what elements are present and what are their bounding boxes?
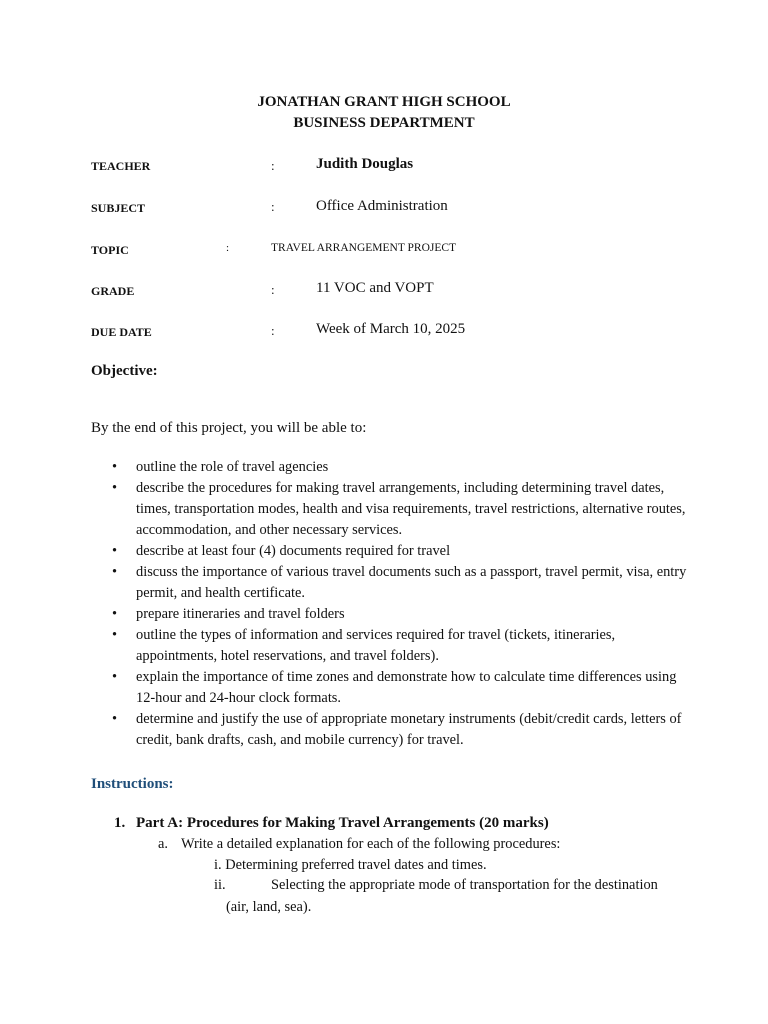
objective-list bbox=[112, 457, 692, 751]
bullet-icon: • bbox=[112, 711, 118, 727]
list-item: • outline the types of information and services required for travel (tickets, itineraries, appointments, hotel reservations, and travel folders). bbox=[112, 627, 616, 664]
due-date-colon: : bbox=[271, 323, 275, 338]
topic-value: TRAVEL ARRANGEMENT PROJECT bbox=[271, 242, 457, 254]
subitem-letter: a. bbox=[158, 836, 168, 852]
bullet-icon: • bbox=[112, 669, 118, 685]
part-a-number: 1. bbox=[114, 815, 126, 831]
list-item: • prepare itineraries and travel folders bbox=[112, 604, 692, 625]
subject-label: SUBJECT bbox=[91, 201, 146, 215]
teacher-colon: : bbox=[271, 158, 275, 173]
bullet-icon: • bbox=[112, 564, 118, 580]
list-item: • outline the role of travel agencies bbox=[112, 457, 692, 478]
department-name: BUSINESS DEPARTMENT bbox=[293, 115, 475, 131]
list-item: • describe at least four (4) documents required for travel bbox=[112, 541, 692, 562]
objective-heading: Objective: bbox=[91, 363, 158, 379]
bullet-icon: • bbox=[112, 480, 118, 496]
list-item: • explain the importance of time zones and demonstrate how to calculate time differences using 12-hour and 24-hour clock formats. bbox=[112, 669, 677, 706]
numeral-ii: ii. bbox=[214, 877, 226, 893]
numeral-i: i. bbox=[214, 857, 222, 873]
subject-colon: : bbox=[271, 199, 275, 214]
list-item: • discuss the importance of various travel documents such as a passport, travel permit, visa, entry permit, and health certificate. bbox=[112, 564, 687, 601]
list-item: • describe the procedures for making travel arrangements, including determining travel dates, times, transportation modes, health and visa requirements, travel restrictions, alternative routes, accommodation, and other necessary services. bbox=[112, 480, 686, 538]
due-date-label: DUE DATE bbox=[91, 325, 152, 339]
school-name: JONATHAN GRANT HIGH SCHOOL bbox=[257, 94, 511, 110]
list-item: • determine and justify the use of appropriate monetary instruments (debit/credit cards, letters of credit, bank drafts, cash, and mobile currency) for travel. bbox=[112, 711, 682, 748]
objective-intro: By the end of this project, you will be able to: bbox=[91, 420, 367, 436]
teacher-value: Judith Douglas bbox=[316, 156, 414, 172]
instructions-heading: Instructions: bbox=[91, 776, 174, 792]
subject-value: Office Administration bbox=[316, 198, 448, 214]
teacher-label: TEACHER bbox=[91, 159, 151, 173]
procedure-item-i: i. Determining preferred travel dates and times. bbox=[214, 857, 487, 873]
grade-label: GRADE bbox=[91, 284, 135, 298]
procedure-item-ii-continuation: (air, land, sea). bbox=[226, 899, 312, 915]
procedure-item-ii: ii. Selecting the appropriate mode of transportation for the destination bbox=[214, 877, 658, 893]
bullet-icon: • bbox=[112, 459, 118, 475]
grade-colon: : bbox=[271, 282, 275, 297]
topic-label: TOPIC bbox=[91, 243, 129, 257]
bullet-icon: • bbox=[112, 627, 118, 643]
topic-colon: : bbox=[226, 242, 230, 254]
part-a-title: 1. Part A: Procedures for Making Travel Arrangements (20 marks) bbox=[114, 815, 549, 831]
bullet-icon: • bbox=[112, 606, 118, 622]
grade-value: 11 VOC and VOPT bbox=[316, 280, 434, 296]
bullet-icon: • bbox=[112, 543, 118, 559]
part-a-subitem: a. Write a detailed explanation for each of the following procedures: bbox=[158, 836, 561, 852]
due-date-value: Week of March 10, 2025 bbox=[316, 321, 466, 337]
